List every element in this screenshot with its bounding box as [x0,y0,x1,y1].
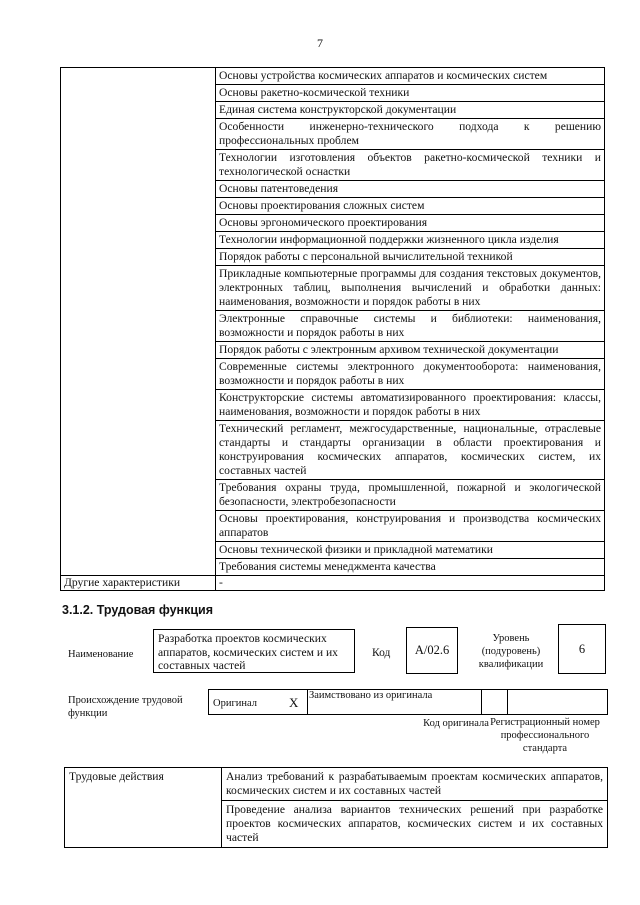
other-characteristics-label: Другие характеристики [61,576,216,591]
function-name-box: Разработка проектов космических аппаратов, космических систем и их составных частей [153,629,355,673]
knowledge-item: Основы проектирования, конструирования и производства космических аппаратов [216,511,605,542]
action-item: Анализ требований к разрабатываемым проектам космических аппаратов, космических систем и их составных частей [222,768,608,801]
level-label: Уровень (подуровень) квалификации [478,633,544,670]
knowledge-item: Конструкторские системы автоматизированного проектирования: классы, наименования, возможности и порядок работы в них [216,390,605,421]
original-mark: X [289,695,299,710]
knowledge-item: Порядок работы с персональной вычислительной техникой [216,249,605,266]
actions-table [64,767,608,848]
other-characteristics-value: - [216,576,605,591]
borrowed-label: Заимствовано из оригинала [309,690,433,701]
knowledge-item: Особенности инженерно-технического подхода к решению профессиональных проблем [216,119,605,150]
knowledge-item: Технологии информационной поддержки жизненного цикла изделия [216,232,605,249]
knowledge-item: Технический регламент, межгосударственные, национальные, отраслевые стандарты и стандарты организации в области проектирования и конструирования космических аппаратов, космических систем, их составных частей [216,421,605,480]
knowledge-item: Современные системы электронного документооборота: наименования, возможности и порядок работы в них [216,359,605,390]
code-value-box: A/02.6 [406,627,458,674]
knowledge-item: Электронные справочные системы и библиотеки: наименования, возможности и порядок работы в них [216,311,605,342]
page-number: 7 [317,36,323,50]
section-title: 3.1.2. Трудовая функция [62,603,214,617]
knowledge-item: Основы устройства космических аппаратов и космических систем [216,68,605,85]
code-label: Код [372,647,391,659]
knowledge-item: Единая система конструкторской документации [216,102,605,119]
knowledge-table [60,67,605,591]
origin-label: Происхождение трудовой функции [68,695,183,719]
action-item: Проведение анализа вариантов технических решений при разработке проектов космических аппаратов, космических систем и их составных частей [222,801,608,848]
name-label: Наименование [68,649,134,660]
knowledge-item: Требования охраны труда, промышленной, пожарной и экологической безопасности, электробезопасности [216,480,605,511]
knowledge-item: Основы технической физики и прикладной математики [216,542,605,559]
code-original-cell [441,690,482,714]
original-label: Оригинал [213,698,257,709]
knowledge-item: Требования системы менеджмента качества [216,559,605,576]
knowledge-item: Основы проектирования сложных систем [216,198,605,215]
knowledge-item: Основы патентоведения [216,181,605,198]
knowledge-item: Технологии изготовления объектов ракетно-космической техники и технологической оснастки [216,150,605,181]
knowledge-item: Прикладные компьютерные программы для создания текстовых документов, электронных таблиц, выполнения вычислений и обработки данных: наименования, возможности и порядок работы в них [216,266,605,311]
reg-number-caption: Регистрационный номер профессионального стандарта [490,717,600,754]
knowledge-item: Порядок работы с электронным архивом технической документации [216,342,605,359]
actions-label: Трудовые действия [65,768,222,848]
level-value-box: 6 [558,624,606,674]
knowledge-item: Основы ракетно-космической техники [216,85,605,102]
knowledge-label-cell [61,68,216,576]
knowledge-item: Основы эргономического проектирования [216,215,605,232]
code-original-caption: Код оригинала [423,718,489,729]
